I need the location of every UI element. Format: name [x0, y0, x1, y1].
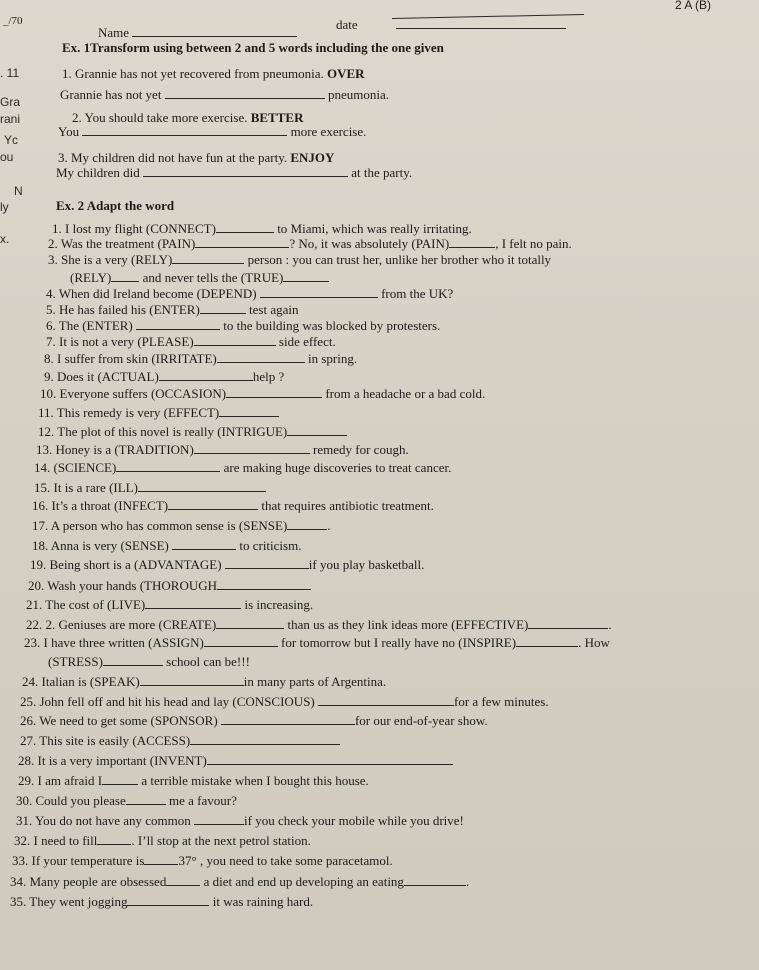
ex2-item: 11. This remedy is very (EFFECT) — [38, 405, 279, 420]
score-mark: _/70 — [3, 15, 23, 27]
ex1-item-3: 3. My children did not have fun at the party. ENJOY — [58, 150, 335, 165]
ex2-item: 5. He has failed his (ENTER) test again — [46, 302, 299, 317]
ex2-item: 22. 2. Geniuses are more (CREATE) than us as they link ideas more (EFFECTIVE) . — [26, 617, 612, 632]
ex2-item: 4. When did Ireland become (DEPEND) from the UK? — [46, 286, 454, 301]
edge-fragment: x. — [0, 232, 10, 246]
edge-fragment: ly — [0, 200, 9, 214]
answer-blank[interactable] — [194, 442, 310, 454]
ex2-item: 7. It is not a very (PLEASE) side effect. — [46, 334, 336, 349]
answer-blank[interactable] — [166, 874, 200, 886]
answer-blank[interactable] — [516, 635, 578, 647]
edge-fragment: rani — [0, 112, 21, 126]
ex2-item: 12. The plot of this novel is really (INTRIGUE) — [38, 424, 347, 439]
class-label: 2 A (B) — [675, 0, 712, 12]
ex2-item: 24. Italian is (SPEAK) in many parts of Argentina. — [22, 674, 387, 689]
answer-blank[interactable] — [145, 597, 241, 609]
ex1-item-2: 2. You should take more exercise. BETTER — [72, 110, 304, 125]
answer-blank[interactable] — [194, 334, 276, 346]
answer-blank[interactable] — [138, 480, 266, 492]
ex2-item: 19. Being short is a (ADVANTAGE) if you play basketball. — [30, 557, 425, 572]
answer-blank[interactable] — [126, 793, 166, 805]
ex2-title: Ex. 2 Adapt the word — [56, 198, 175, 213]
answer-blank[interactable] — [172, 252, 244, 264]
ex2-item: (RELY) and never tells the (TRUE) — [70, 270, 329, 285]
date-label: date — [336, 17, 358, 32]
ex2-item: 18. Anna is very (SENSE) to criticism. — [32, 538, 302, 553]
answer-blank[interactable] — [200, 302, 246, 314]
answer-blank[interactable] — [97, 833, 131, 845]
ex2-item: 27. This site is easily (ACCESS) — [20, 733, 340, 748]
ex2-item: 9. Does it (ACTUAL) help ? — [44, 369, 285, 384]
answer-blank[interactable] — [217, 351, 305, 363]
ex2-item: 34. Many people are obsessed a diet and end up developing an eating . — [10, 874, 470, 889]
ex2-item: 31. You do not have any common if you check your mobile while you drive! — [16, 813, 464, 828]
answer-blank[interactable] — [404, 874, 466, 886]
answer-blank[interactable] — [216, 221, 274, 233]
ex2-item: 8. I suffer from skin (IRRITATE) in spring. — [44, 351, 358, 366]
ex2-item: 6. The (ENTER) to the building was blocked by protesters. — [46, 318, 441, 333]
edge-fragment: Gra — [0, 95, 21, 109]
ex2-item: 3. She is a very (RELY) person : you can trust her, unlike her brother who it totally — [48, 252, 552, 267]
answer-blank[interactable] — [102, 773, 138, 785]
ex2-item: 1. I lost my flight (CONNECT) to Miami, which was really irritating. — [52, 221, 472, 236]
ex2-item: 13. Honey is a (TRADITION) remedy for cough. — [36, 442, 409, 457]
answer-blank[interactable] — [144, 853, 178, 865]
ex2-item: 23. I have three written (ASSIGN) for tomorrow but I really have no (INSPIRE) . How — [24, 635, 610, 650]
answer-blank[interactable] — [216, 617, 284, 629]
ex1-answer-field-1[interactable] — [165, 87, 325, 99]
answer-blank[interactable] — [194, 813, 244, 825]
answer-blank[interactable] — [226, 386, 322, 398]
ex2-item: 17. A person who has common sense is (SENSE) . — [32, 518, 331, 533]
answer-blank[interactable] — [159, 369, 253, 381]
answer-blank[interactable] — [195, 236, 289, 248]
ex2-item: 15. It is a rare (ILL) — [34, 480, 266, 495]
answer-blank[interactable] — [221, 713, 355, 725]
ex2-item: 14. (SCIENCE) are making huge discoveries to treat cancer. — [34, 460, 452, 475]
ex2-item: 35. They went jogging it was raining hard. — [10, 894, 314, 909]
ex1-answer-1: Grannie has not yet pneumonia. — [60, 87, 389, 102]
answer-blank[interactable] — [219, 405, 279, 417]
name-field[interactable] — [132, 25, 297, 37]
answer-blank[interactable] — [287, 518, 327, 530]
ex2-item: 20. Wash your hands (THOROUGH — [28, 578, 311, 593]
ex1-item-1: 1. Grannie has not yet recovered from pneumonia. OVER — [62, 66, 365, 81]
edge-fragment: Yc — [4, 133, 19, 147]
ex1-answer-field-3[interactable] — [143, 165, 348, 177]
answer-blank[interactable] — [260, 286, 378, 298]
answer-blank[interactable] — [172, 538, 236, 550]
answer-blank[interactable] — [136, 318, 220, 330]
answer-blank[interactable] — [318, 694, 454, 706]
edge-fragment: ou — [0, 150, 14, 164]
ex2-item: (STRESS) school can be!!! — [48, 654, 250, 669]
answer-blank[interactable] — [283, 270, 329, 282]
answer-blank[interactable] — [204, 635, 278, 647]
answer-blank[interactable] — [449, 236, 495, 248]
ex2-item: 32. I need to fill . I’ll stop at the next petrol station. — [14, 833, 311, 848]
answer-blank[interactable] — [217, 578, 311, 590]
ex2-item: 28. It is a very important (INVENT) — [18, 753, 453, 768]
answer-blank[interactable] — [287, 424, 347, 436]
answer-blank[interactable] — [207, 753, 453, 765]
ex2-item: 29. I am afraid I a terrible mistake when I bought this house. — [18, 773, 369, 788]
answer-blank[interactable] — [225, 557, 309, 569]
ex1-title: Ex. 1Transform using between 2 and 5 words including the one given — [62, 40, 444, 55]
answer-blank[interactable] — [190, 733, 340, 745]
edge-fragment: . 11 — [0, 66, 20, 80]
answer-blank[interactable] — [111, 270, 139, 282]
ex2-item: 26. We need to get some (SPONSOR) for our end-of-year show. — [20, 713, 488, 728]
ex2-item: 10. Everyone suffers (OCCASION) from a headache or a bad cold. — [40, 386, 486, 401]
ex2-item: 16. It’s a throat (INFECT) that requires antibiotic treatment. — [32, 498, 434, 513]
answer-blank[interactable] — [140, 674, 244, 686]
answer-blank[interactable] — [116, 460, 220, 472]
date-field[interactable] — [396, 17, 566, 29]
ex2-item: 2. Was the treatment (PAIN) ? No, it was absolutely (PAIN) , I felt no pain. — [48, 236, 572, 251]
ex1-answer-3: My children did at the party. — [56, 165, 413, 180]
ex2-item: 33. If your temperature is 37° , you need to take some paracetamol. — [12, 853, 393, 868]
ex2-item: 21. The cost of (LIVE) is increasing. — [26, 597, 314, 612]
ex1-answer-2: You more exercise. — [58, 124, 367, 139]
ex1-answer-field-2[interactable] — [82, 124, 287, 136]
answer-blank[interactable] — [103, 654, 163, 666]
ex2-item: 30. Could you please me a favour? — [16, 793, 237, 808]
ex2-item: 25. John fell off and hit his head and lay (CONSCIOUS) for a few minutes. — [20, 694, 549, 709]
name-label: Name — [98, 25, 130, 40]
answer-blank[interactable] — [168, 498, 258, 510]
answer-blank[interactable] — [127, 894, 209, 906]
edge-fragment: N — [14, 184, 23, 198]
answer-blank[interactable] — [528, 617, 608, 629]
